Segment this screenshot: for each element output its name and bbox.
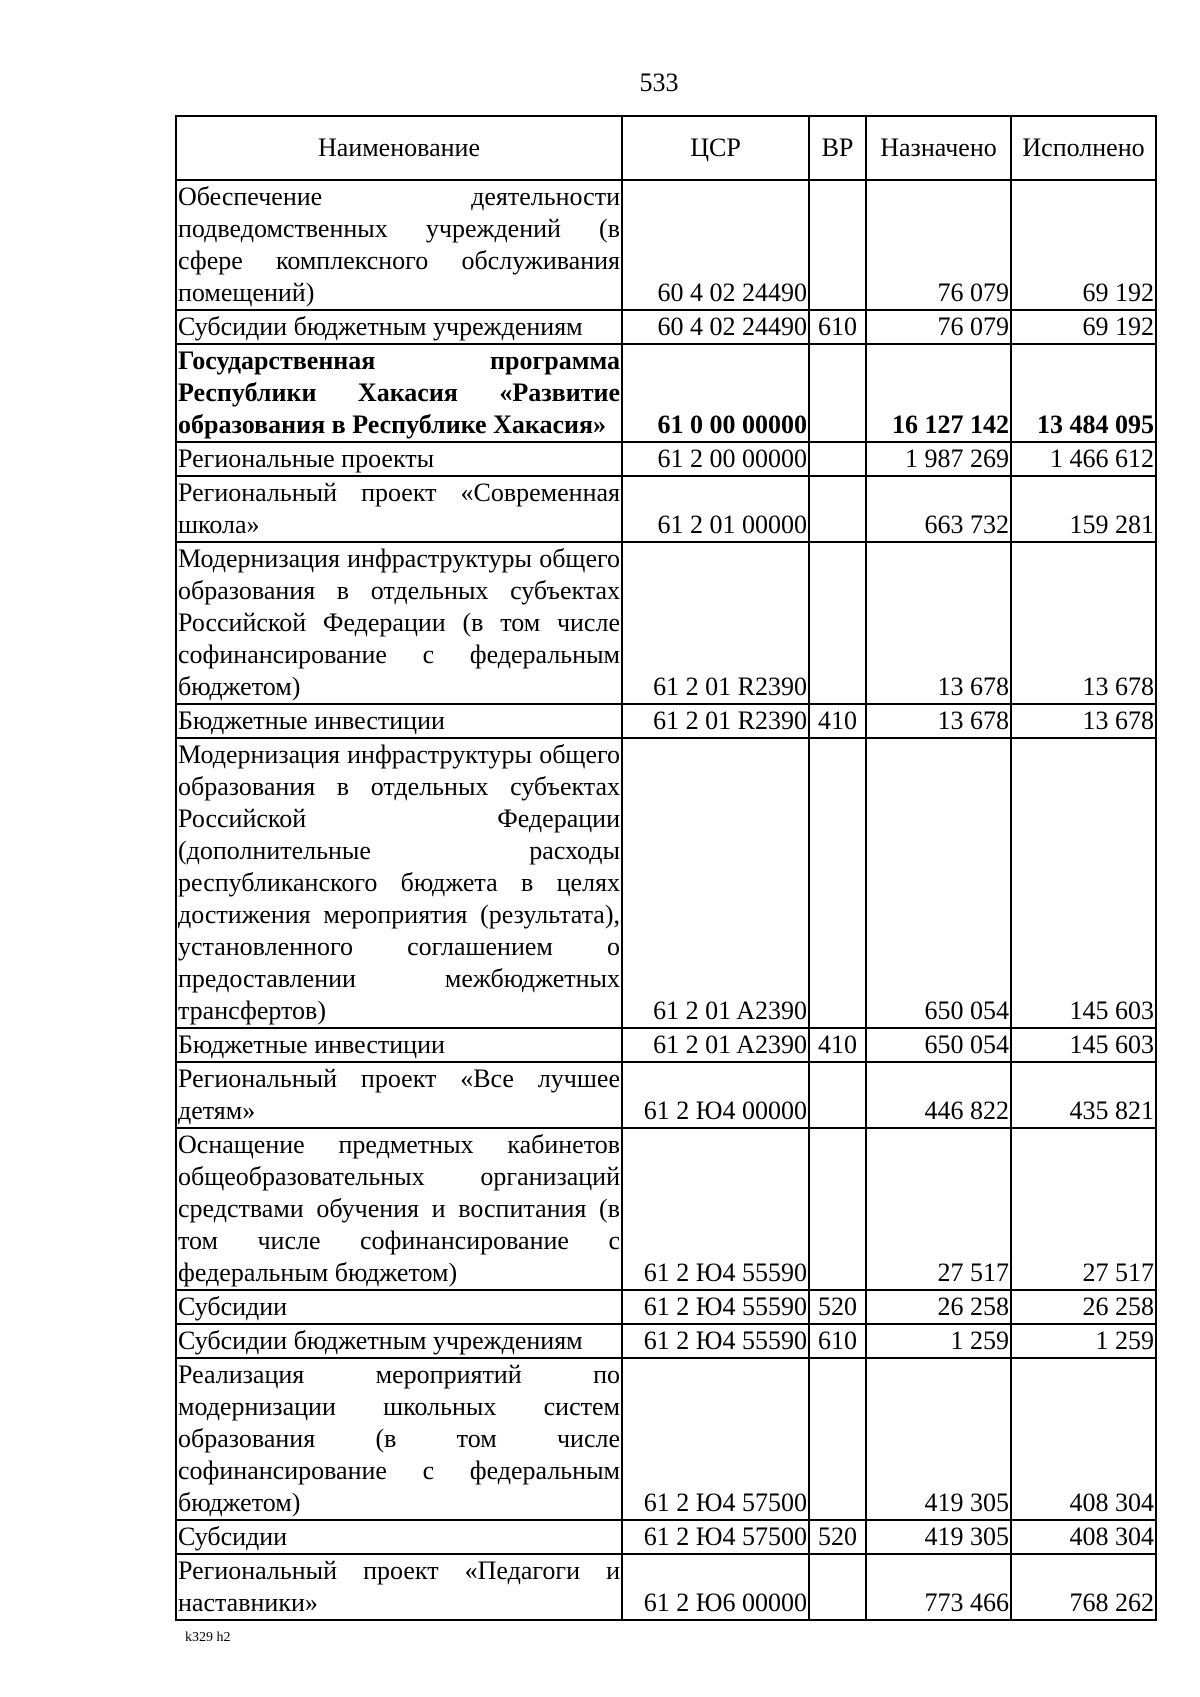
cell-executed: 27 517 (1011, 1128, 1156, 1290)
page-number: 533 (639, 68, 679, 97)
cell-vr: 520 (809, 1520, 866, 1554)
cell-executed: 435 821 (1011, 1062, 1156, 1128)
cell-name: Бюджетные инвестиции (176, 1028, 622, 1062)
cell-name: Региональный проект «Педагоги и наставники» (176, 1554, 622, 1620)
cell-name: Государственная программа Республики Хакасия «Развитие образования в Республике Хакасия» (176, 344, 622, 442)
cell-executed: 145 603 (1011, 738, 1156, 1028)
cell-vr (809, 476, 866, 542)
cell-vr: 610 (809, 310, 866, 344)
table-row (176, 542, 1156, 704)
cell-vr (809, 344, 866, 442)
cell-csr: 61 2 01 A2390 (622, 1028, 809, 1062)
table-row (176, 1324, 1156, 1358)
cell-assigned: 419 305 (866, 1358, 1011, 1520)
table-header-row (176, 116, 1156, 180)
cell-vr (809, 442, 866, 476)
cell-vr (809, 1062, 866, 1128)
cell-vr: 610 (809, 1324, 866, 1358)
cell-name: Субсидии (176, 1290, 622, 1324)
table-row (176, 738, 1156, 1028)
cell-vr: 410 (809, 704, 866, 738)
cell-name: Региональные проекты (176, 442, 622, 476)
cell-vr: 410 (809, 1028, 866, 1062)
cell-name: Региональный проект «Современная школа» (176, 476, 622, 542)
cell-name: Бюджетные инвестиции (176, 704, 622, 738)
cell-assigned: 650 054 (866, 1028, 1011, 1062)
cell-csr: 61 2 Ю4 57500 (622, 1520, 809, 1554)
cell-assigned: 1 259 (866, 1324, 1011, 1358)
cell-csr: 60 4 02 24490 (622, 310, 809, 344)
header-vr: ВР (809, 116, 866, 180)
cell-assigned: 76 079 (866, 310, 1011, 344)
cell-csr: 61 2 01 R2390 (622, 542, 809, 704)
header-csr: ЦСР (622, 116, 809, 180)
table-row (176, 1290, 1156, 1324)
cell-executed: 145 603 (1011, 1028, 1156, 1062)
header-name: Наименование (176, 116, 622, 180)
cell-name: Оснащение предметных кабинетов общеобразовательных организаций средствами обучения и воспитания (в том числе софинансирование с федеральным бюджетом) (176, 1128, 622, 1290)
table-row (176, 1062, 1156, 1128)
cell-csr: 61 2 Ю4 00000 (622, 1062, 809, 1128)
cell-executed: 69 192 (1011, 310, 1156, 344)
cell-assigned: 419 305 (866, 1520, 1011, 1554)
cell-csr: 61 2 00 00000 (622, 442, 809, 476)
cell-assigned: 26 258 (866, 1290, 1011, 1324)
table-row (176, 1554, 1156, 1620)
cell-csr: 61 2 Ю4 55590 (622, 1290, 809, 1324)
table-row (176, 180, 1156, 310)
cell-name: Региональный проект «Все лучшее детям» (176, 1062, 622, 1128)
cell-vr (809, 1554, 866, 1620)
cell-vr (809, 180, 866, 310)
cell-executed: 408 304 (1011, 1520, 1156, 1554)
cell-csr: 61 2 Ю4 55590 (622, 1128, 809, 1290)
cell-csr: 61 2 Ю6 00000 (622, 1554, 809, 1620)
cell-executed: 768 262 (1011, 1554, 1156, 1620)
table-body (176, 180, 1156, 1620)
cell-assigned: 663 732 (866, 476, 1011, 542)
cell-assigned: 650 054 (866, 738, 1011, 1028)
cell-executed: 13 678 (1011, 542, 1156, 704)
cell-executed: 26 258 (1011, 1290, 1156, 1324)
cell-executed: 69 192 (1011, 180, 1156, 310)
cell-csr: 61 0 00 00000 (622, 344, 809, 442)
table-row (176, 442, 1156, 476)
table-row (176, 704, 1156, 738)
cell-assigned: 446 822 (866, 1062, 1011, 1128)
cell-executed: 1 466 612 (1011, 442, 1156, 476)
cell-name: Модернизация инфраструктуры общего образования в отдельных субъектах Российской Федерации (в том числе софинансирование с федеральным бюджетом) (176, 542, 622, 704)
footer-code: k329 h2 (185, 1630, 231, 1645)
cell-assigned: 76 079 (866, 180, 1011, 310)
cell-assigned: 773 466 (866, 1554, 1011, 1620)
cell-assigned: 27 517 (866, 1128, 1011, 1290)
cell-executed: 13 678 (1011, 704, 1156, 738)
table-row (176, 476, 1156, 542)
cell-executed: 1 259 (1011, 1324, 1156, 1358)
cell-vr (809, 1358, 866, 1520)
cell-executed: 408 304 (1011, 1358, 1156, 1520)
cell-csr: 61 2 01 R2390 (622, 704, 809, 738)
table-row (176, 1028, 1156, 1062)
cell-vr (809, 1128, 866, 1290)
table-row (176, 344, 1156, 442)
header-executed: Исполнено (1011, 116, 1156, 180)
cell-name: Субсидии бюджетным учреждениям (176, 310, 622, 344)
cell-executed: 13 484 095 (1011, 344, 1156, 442)
table-row (176, 1520, 1156, 1554)
cell-assigned: 1 987 269 (866, 442, 1011, 476)
cell-vr: 520 (809, 1290, 866, 1324)
cell-name: Реализация мероприятий по модернизации школьных систем образования (в том числе софинансирование с федеральным бюджетом) (176, 1358, 622, 1520)
cell-csr: 61 2 Ю4 57500 (622, 1358, 809, 1520)
cell-vr (809, 542, 866, 704)
table-row (176, 1128, 1156, 1290)
cell-name: Субсидии бюджетным учреждениям (176, 1324, 622, 1358)
header-assigned: Назначено (866, 116, 1011, 180)
cell-executed: 159 281 (1011, 476, 1156, 542)
cell-csr: 61 2 01 00000 (622, 476, 809, 542)
cell-assigned: 13 678 (866, 542, 1011, 704)
cell-name: Субсидии (176, 1520, 622, 1554)
cell-name: Модернизация инфраструктуры общего образования в отдельных субъектах Российской Федерации (дополнительные расходы республиканского бюджета в целях достижения мероприятия (результата), установленного соглашением о предоставлении межбюджетных трансфертов) (176, 738, 622, 1028)
cell-name: Обеспечение деятельности подведомственных учреждений (в сфере комплексного обслуживания помещений) (176, 180, 622, 310)
cell-csr: 61 2 01 A2390 (622, 738, 809, 1028)
cell-assigned: 16 127 142 (866, 344, 1011, 442)
cell-csr: 60 4 02 24490 (622, 180, 809, 310)
cell-assigned: 13 678 (866, 704, 1011, 738)
table-row (176, 310, 1156, 344)
table-row (176, 1358, 1156, 1520)
budget-table (175, 115, 1157, 1621)
cell-vr (809, 738, 866, 1028)
cell-csr: 61 2 Ю4 55590 (622, 1324, 809, 1358)
